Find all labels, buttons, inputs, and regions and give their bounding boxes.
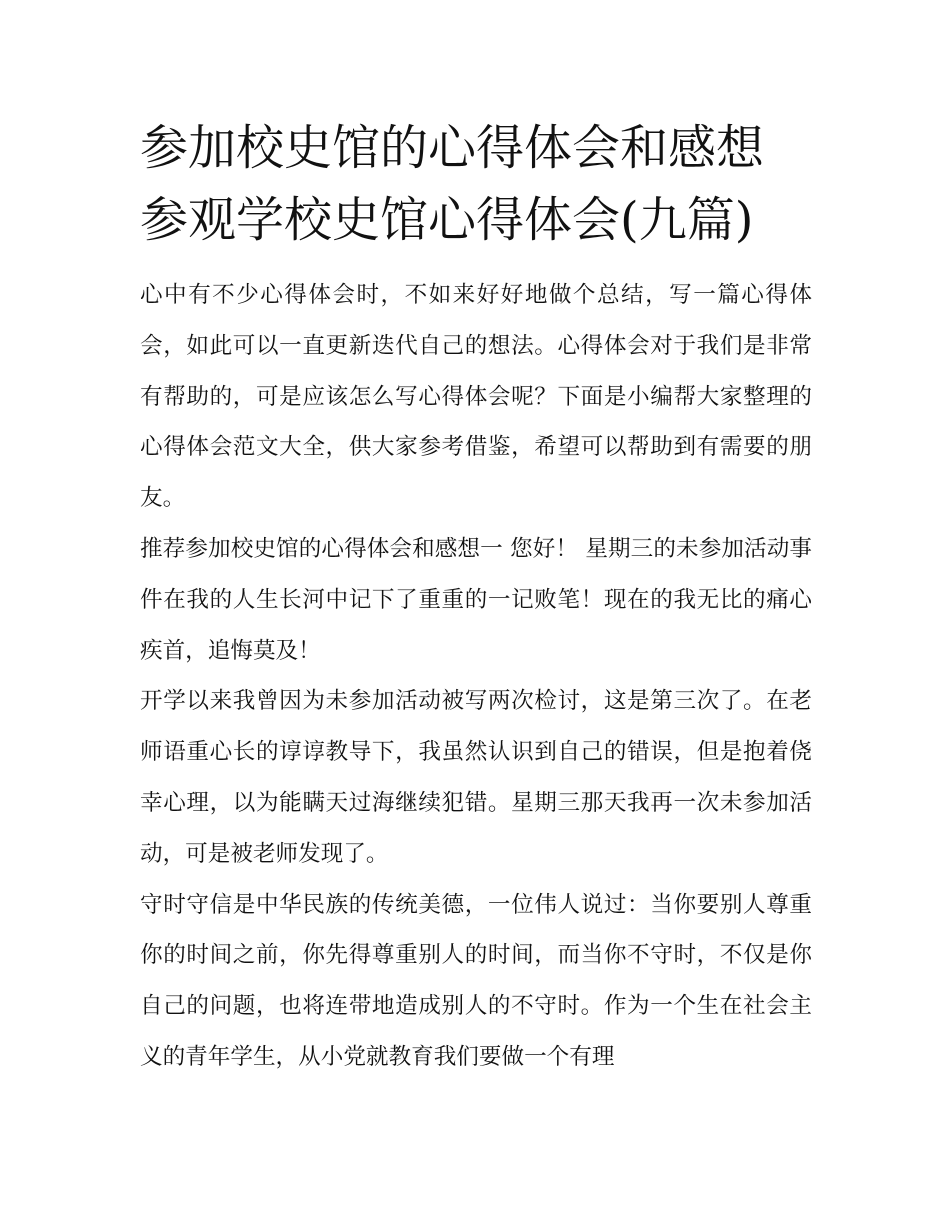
paragraph-intro: 心中有不少心得体会时，不如来好好地做个总结，写一篇心得体会，如此可以一直更新迭代自己的想法。心得体会对于我们是非常有帮助的，可是应该怎么写心得体会呢？下面是小编帮大家整理的心得体会范文大全，供大家参考借鉴，希望可以帮助到有需要的朋友。 bbox=[140, 282, 812, 512]
document-title-line-1: 参加校史馆的心得体会和感想 bbox=[140, 120, 765, 176]
document-page bbox=[140, 112, 812, 1083]
document-title-line-2: 参观学校史馆心得体会(九篇) bbox=[140, 192, 754, 248]
document-title bbox=[140, 112, 812, 256]
document-body bbox=[140, 270, 812, 1083]
paragraph-reflection: 开学以来我曾因为未参加活动被写两次检讨，这是第三次了。在老师语重心长的谆谆教导下，我虽然认识到自己的错误，但是抱着侥幸心理，以为能瞒天过海继续犯错。星期三那天我再一次未参加活动，可是被老师发现了。 bbox=[140, 688, 812, 867]
paragraph-recommendation: 推荐参加校史馆的心得体会和感想一 您好！ 星期三的未参加活动事件在我的人生长河中记下了重重的一记败笔！现在的我无比的痛心疾首，追悔莫及！ bbox=[140, 535, 812, 664]
paragraph-punctuality: 守时守信是中华民族的传统美德，一位伟人说过：当你要别人尊重你的时间之前，你先得尊重别人的时间，而当你不守时，不仅是你自己的问题，也将连带地造成别人的不守时。作为一个生在社会主义的青年学生，从小党就教育我们要做一个有理 bbox=[140, 891, 812, 1070]
